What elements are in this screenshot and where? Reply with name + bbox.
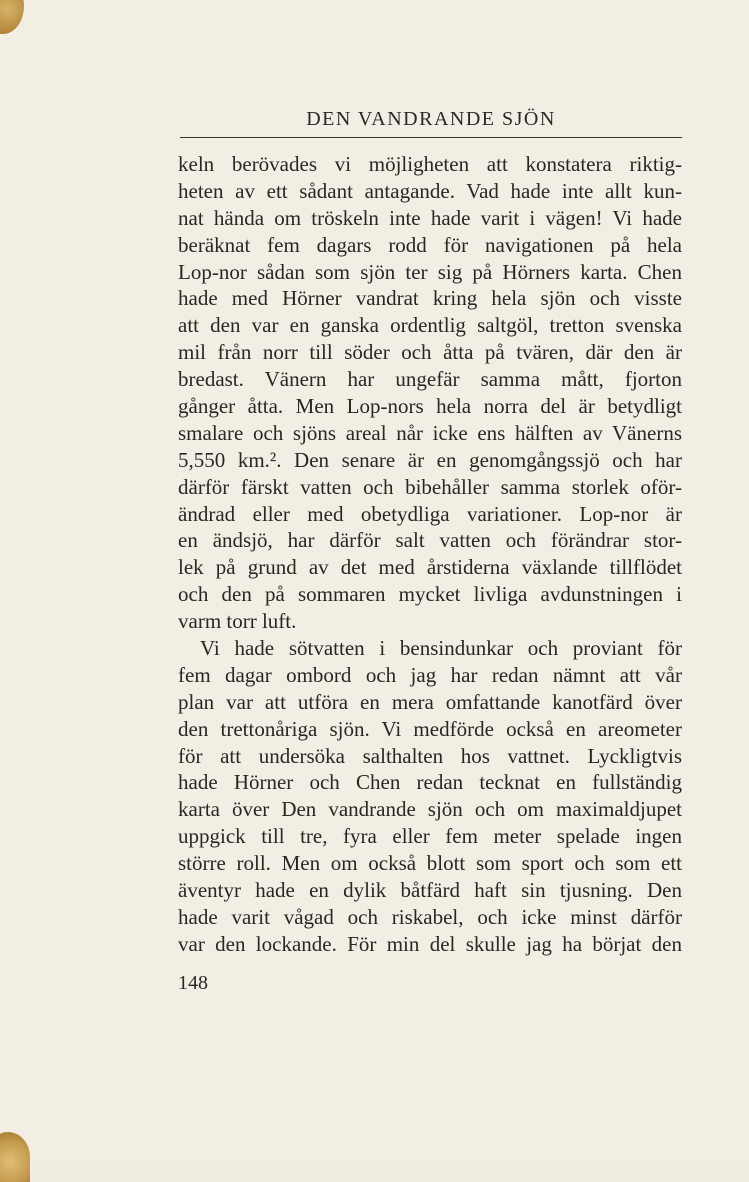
text-line: hade Hörner och Chen redan tecknat en fullständig	[178, 770, 682, 795]
header-rule	[180, 137, 682, 138]
text-line: den trettonåriga sjön. Vi medförde också en areometer	[178, 716, 682, 741]
page-number: 148	[178, 972, 208, 994]
text-line: heten av ett sådant antagande. Vad hade inte allt kun-	[178, 178, 682, 203]
paragraph-2	[178, 635, 682, 958]
text-line: hade varit vågad och riskabel, och icke minst därför	[178, 904, 682, 929]
running-head: DEN VANDRANDE SJÖN	[306, 108, 556, 130]
text-line: Lop-nor sådan som sjön ter sig på Hörners karta. Chen	[178, 259, 682, 284]
text-line: karta över Den vandrande sjön och om maximaldjupet	[178, 797, 682, 822]
text-line: äventyr hade en dylik båtfärd haft sin tjusning. Den	[178, 878, 682, 903]
body-text	[178, 151, 682, 958]
text-line: keln berövades vi möjligheten att konstatera riktig-	[178, 152, 682, 176]
text-line: var den lockande. För min del skulle jag ha börjat den	[178, 931, 682, 956]
text-line: smalare och sjöns areal når icke ens hälften av Vänerns	[178, 420, 682, 445]
text-line: 5,550 km.². Den senare är en genomgångssjö och har	[178, 447, 682, 472]
text-line: uppgick till tre, fyra eller fem meter spelade ingen	[178, 824, 682, 849]
text-line: varm torr luft.	[178, 609, 297, 634]
text-line: beräknat fem dagars rodd för navigationen på hela	[178, 232, 682, 257]
text-line: ändrad eller med obetydliga variationer. Lop-nor är	[178, 501, 682, 526]
page-corner-mark-bottom	[0, 1132, 30, 1182]
page-corner-mark	[0, 0, 24, 34]
text-line: gånger åtta. Men Lop-nors hela norra del är betydligt	[178, 394, 682, 419]
text-line: hade med Hörner vandrat kring hela sjön och visste	[178, 286, 682, 311]
text-line: lek på grund av det med årstiderna växlande tillflödet	[178, 555, 682, 580]
text-line: därför färskt vatten och bibehåller samma storlek oför-	[178, 474, 682, 499]
text-line: att den var en ganska ordentlig saltgöl, tretton svenska	[178, 313, 682, 338]
text-line: en ändsjö, har därför salt vatten och förändrar stor-	[178, 528, 682, 553]
paragraph-1	[178, 151, 682, 635]
text-line: mil från norr till söder och åtta på tvären, där den är	[178, 340, 682, 365]
text-line: Vi hade sötvatten i bensindunkar och proviant för	[200, 636, 682, 661]
text-line: nat hända om tröskeln inte hade varit i vägen! Vi hade	[178, 205, 682, 230]
text-line: större roll. Men om också blott som sport och som ett	[178, 851, 682, 876]
text-line: fem dagar ombord och jag har redan nämnt att vår	[178, 662, 682, 687]
text-line: bredast. Vänern har ungefär samma mått, fjorton	[178, 367, 682, 392]
text-line: för att undersöka salthalten hos vattnet. Lyckligtvis	[178, 743, 682, 768]
text-line: plan var att utföra en mera omfattande kanotfärd över	[178, 689, 682, 714]
text-line: och den på sommaren mycket livliga avdunstningen i	[178, 582, 682, 607]
